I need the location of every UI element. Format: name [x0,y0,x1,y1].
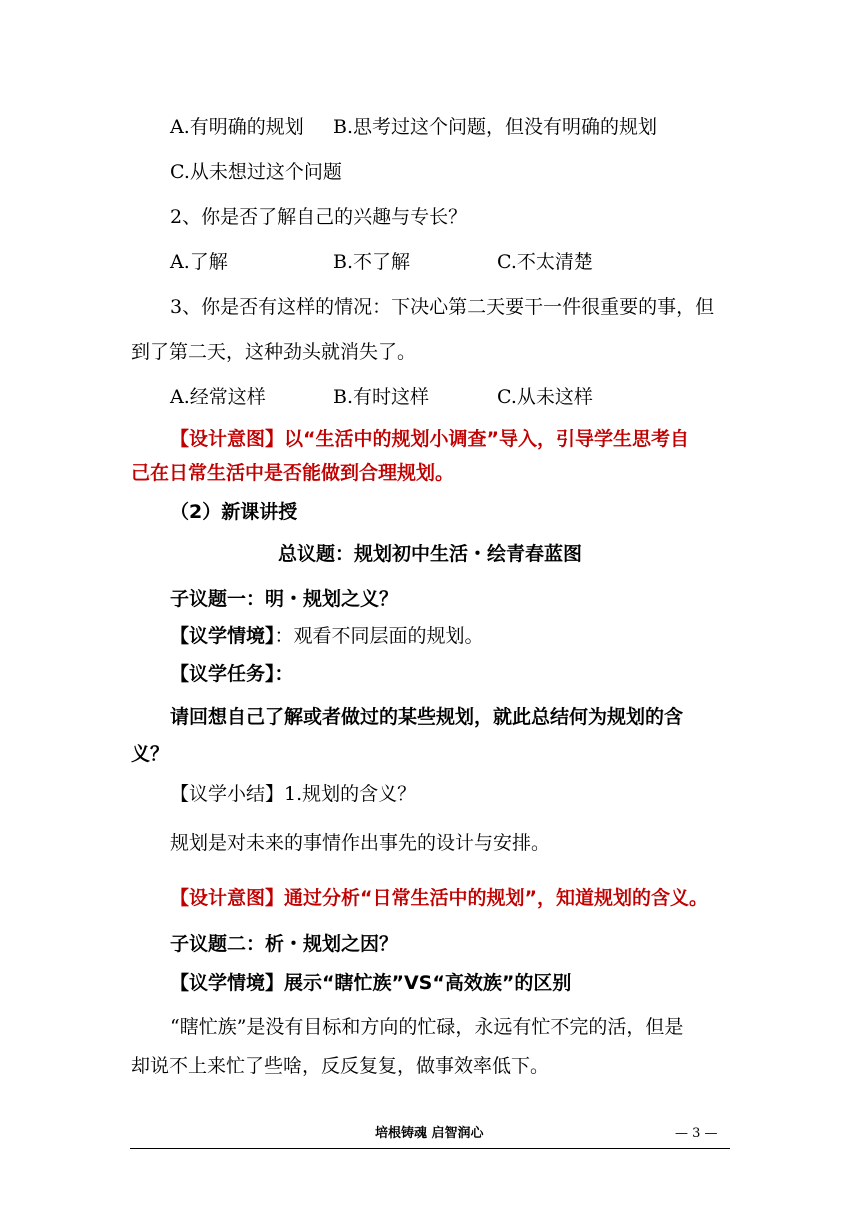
q1-option-a: A.有明确的规划 [170,116,304,138]
design-intent-1-line2: 己在日常生活中是否能做到合理规划。 [131,462,455,484]
sub-topic-1-task-line2: 义？ [131,743,170,765]
q1-option-c: C.从未想过这个问题 [170,161,342,183]
sub-topic-2-para-line1: “瞎忙族”是没有目标和方向的忙碌，永远有忙不完的活，但是 [170,1016,684,1038]
question-3-line1: 3、你是否有这样的情况：下决心第二天要干一件很重要的事，但 [170,296,715,318]
situation-text: ：观看不同层面的规划。 [274,625,484,647]
sub-topic-2-situation: 【议学情境】展示“瞎忙族”VS“高效族”的区别 [170,972,572,994]
situation-label: 【议学情境】 [170,625,275,647]
summary-label: 【议学小结】 [170,783,285,805]
sub-topic-1-task-line1: 请回想自己了解或者做过的某些规划，就此总结何为规划的含 [170,706,684,728]
section-heading: （2）新课讲授 [170,501,298,523]
design-intent-1-line1: 【设计意图】以“生活中的规划小调查”导入，引导学生思考自 [170,428,689,450]
sub-topic-1-title: 子议题一：明・规划之义？ [170,588,399,610]
q2-option-a: A.了解 [170,251,228,273]
question-3-line2: 到了第二天，这种劲头就消失了。 [131,341,417,363]
sub-topic-2-title: 子议题二：析・规划之因？ [170,933,399,955]
question-2: 2、你是否了解自己的兴趣与专长？ [170,206,468,228]
q3-option-a: A.经常这样 [170,386,266,408]
main-topic: 总议题：规划初中生活・绘青春蓝图 [277,543,582,565]
sub-topic-1-summary [170,780,416,808]
sub-topic-2-para-line2: 却说不上来忙了些啥，反反复复，做事效率低下。 [131,1055,550,1077]
footer-rule [130,1148,730,1149]
sub-topic-1-situation [170,622,484,650]
q2-option-b: B.不了解 [333,251,411,273]
q3-option-c: C.从未这样 [497,386,593,408]
footer-page-number: — 3 — [675,1126,718,1141]
q1-option-b: B.思考过这个问题，但没有明确的规划 [333,116,658,138]
sub-topic-1-task-label: 【议学任务】： [170,663,294,685]
design-intent-2: 【设计意图】通过分析“日常生活中的规划”，知道规划的含义。 [170,887,708,909]
footer-motto: 培根铸魂 启智润心 [375,1126,484,1141]
q3-option-b: B.有时这样 [333,386,430,408]
summary-text: 1.规划的含义？ [284,783,417,805]
q2-option-c: C.不太清楚 [497,251,593,273]
sub-topic-1-definition: 规划是对未来的事情作出事先的设计与安排。 [170,832,551,854]
